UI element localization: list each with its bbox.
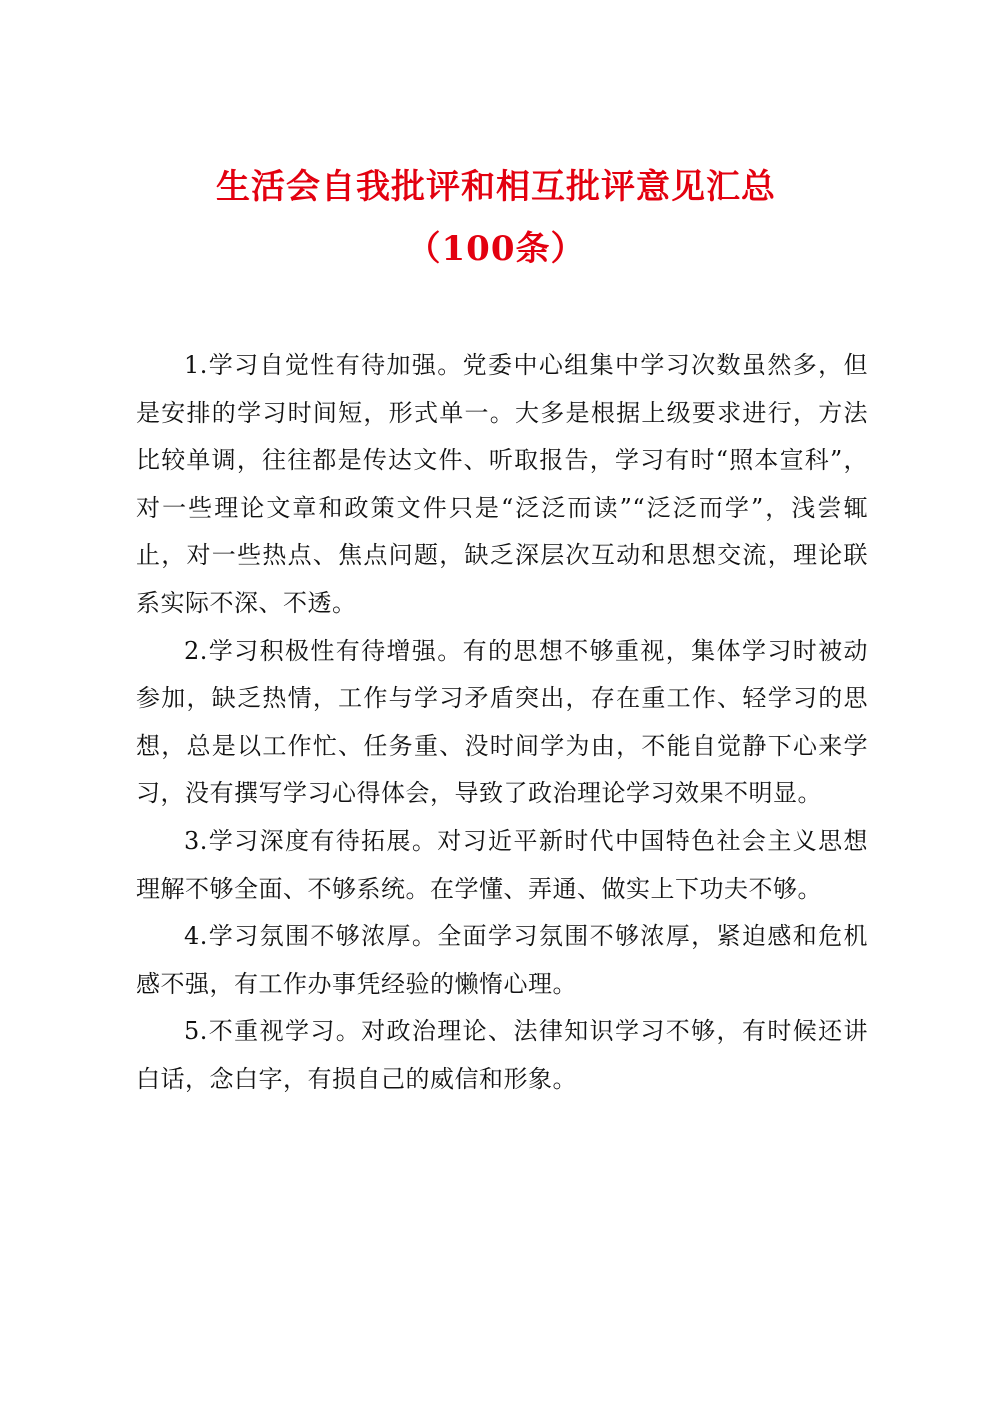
paragraph-5: 5.不重视学习。对政治理论、法律知识学习不够，有时候还讲白话，念白字，有损自己的威信和形象。: [136, 1017, 868, 1093]
document-title: 生活会自我批评和相互批评意见汇总: [216, 167, 776, 207]
paragraph-4: 4.学习氛围不够浓厚。全面学习氛围不够浓厚，紧迫感和危机感不强，有工作办事凭经验的懒惰心理。: [136, 922, 868, 998]
document-subtitle: （100条）: [406, 229, 586, 269]
paragraph-1: 1.学习自觉性有待加强。党委中心组集中学习次数虽然多，但是安排的学习时间短，形式单一。大多是根据上级要求进行，方法比较单调，往往都是传达文件、听取报告，学习有时“照本宣科”，对一些理论文章和政策文件只是“泛泛而读”“泛泛而学”，浅尝辄止，对一些热点、焦点问题，缺乏深层次互动和思想交流，理论联系实际不深、不透。: [136, 351, 868, 617]
paragraph-3: 3.学习深度有待拓展。对习近平新时代中国特色社会主义思想理解不够全面、不够系统。在学懂、弄通、做实上下功夫不够。: [136, 826, 868, 903]
paragraph-2: 2.学习积极性有待增强。有的思想不够重视，集体学习时被动参加，缺乏热情，工作与学习矛盾突出，存在重工作、轻学习的思想，总是以工作忙、任务重、没时间学为由，不能自觉静下心来学习，没有撰写学习心得体会，导致了政治理论学习效果不明显。: [136, 636, 868, 808]
document-body: [136, 342, 868, 1104]
